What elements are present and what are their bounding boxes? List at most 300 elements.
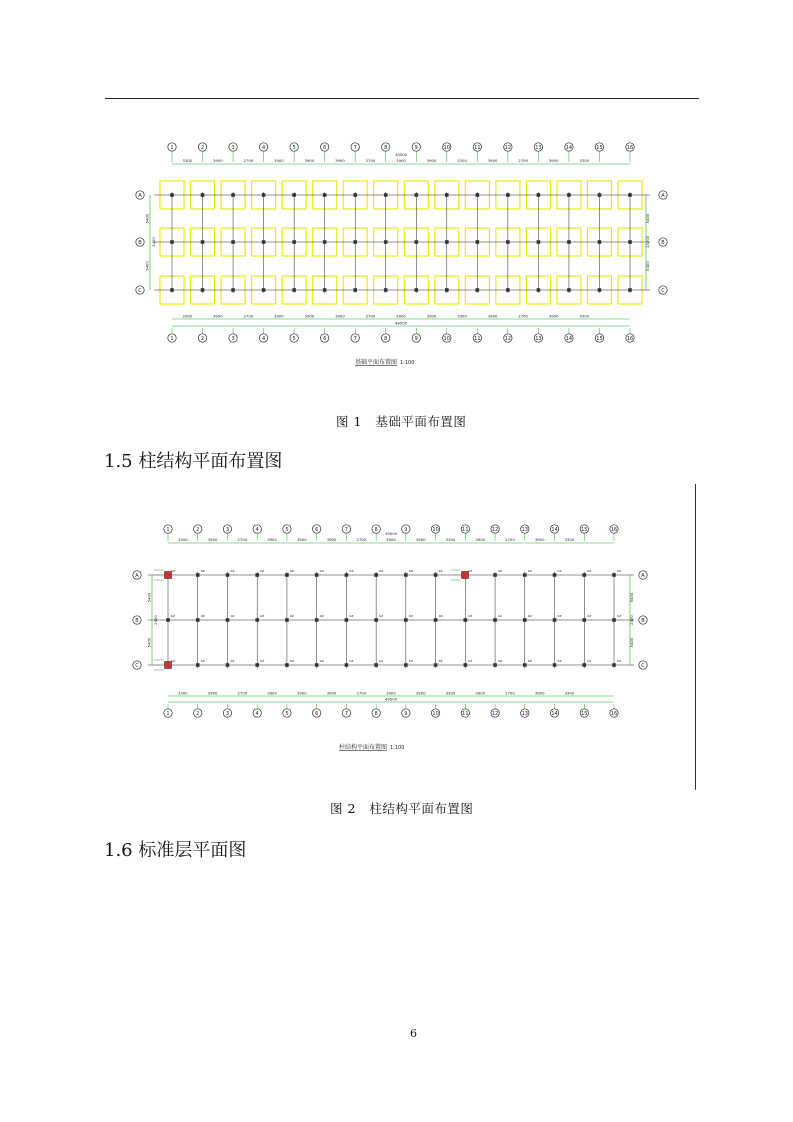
column-node (414, 240, 418, 244)
dimension-text-bottom: 3300 (182, 313, 193, 319)
axis-label: 15 (581, 527, 588, 533)
column-node (262, 288, 266, 292)
column-highlight-marker (165, 572, 172, 579)
axis-label: 16 (626, 336, 634, 342)
axis-label: 15 (596, 145, 603, 151)
margin-line (695, 484, 696, 790)
column-node (612, 573, 616, 577)
column-node (445, 288, 449, 292)
plan-scale: 1:100 (400, 360, 415, 366)
axis-label: 10 (443, 336, 450, 342)
column-node (493, 663, 497, 667)
dimension-text-top: 3900 (335, 158, 345, 163)
axis-label: 5 (285, 527, 289, 533)
column-node (537, 240, 541, 244)
axis-label: 14 (565, 336, 573, 342)
axis-label: 16 (626, 145, 634, 151)
column-node-label: KZ (171, 569, 176, 573)
dimension-text-top: 3900 (386, 537, 396, 542)
axis-label: 12 (491, 527, 499, 533)
dimension-text-bottom: 3900 (274, 313, 284, 319)
column-node (285, 618, 289, 622)
dimension-text-top: 3900 (212, 158, 223, 163)
dimension-text-top: 3900 (326, 537, 337, 542)
dimension-text-bottom: 3900 (335, 313, 345, 319)
dimension-text-top: 3900 (396, 158, 406, 163)
axis-label: 11 (462, 711, 469, 717)
dimension-text-top: 3900 (475, 537, 486, 542)
column-node-label: KZ (289, 659, 294, 663)
dimension-text-bottom: 2700 (356, 690, 367, 696)
dimension-text-bottom: 2700 (365, 313, 376, 319)
column-node (553, 618, 557, 622)
axis-label: C (135, 663, 139, 669)
axis-label: 1 (170, 145, 174, 151)
axis-label: 9 (414, 145, 418, 151)
column-node (445, 193, 449, 197)
column-node (285, 573, 289, 577)
column-node-label: KZ (468, 659, 473, 663)
figure-2-number: 图 2 (330, 801, 356, 816)
column-node-label: KZ (557, 569, 562, 573)
column-node-label: KZ (587, 614, 592, 618)
dimension-text-top: 2700 (356, 537, 367, 542)
dimension-text-left: 2400 (151, 237, 156, 247)
column-node (262, 193, 266, 197)
column-plan-drawing (130, 518, 660, 758)
column-node (170, 240, 174, 244)
dimension-text-top: 3900 (426, 158, 437, 163)
dimension-text-bottom: 3900 (267, 690, 277, 696)
column-node-label: KZ (527, 659, 532, 663)
column-node (612, 663, 616, 667)
dimension-text-top: 2700 (505, 537, 515, 542)
axis-label: 2 (196, 527, 200, 533)
column-node (404, 663, 408, 667)
column-node (567, 240, 571, 244)
dimension-text-left: 5400 (146, 637, 152, 648)
header-rule (105, 98, 699, 99)
dimension-text-top: 3900 (304, 158, 315, 163)
axis-label: A (138, 193, 142, 199)
dimension-text-top: 3900 (534, 537, 545, 542)
column-node (231, 193, 235, 197)
column-node (374, 663, 378, 667)
axis-label: 5 (292, 336, 296, 342)
axis-label: 10 (432, 527, 439, 533)
axis-label: 11 (474, 145, 481, 151)
column-node (523, 618, 527, 622)
column-node (262, 240, 266, 244)
column-node-label: KZ (527, 614, 532, 618)
dimension-text-top: 3900 (415, 537, 426, 542)
section-1-5-heading: 1.5 柱结构平面布置图 (104, 451, 283, 472)
column-node (445, 240, 449, 244)
column-node (201, 240, 205, 244)
column-node (255, 663, 259, 667)
column-node (170, 193, 174, 197)
column-node (537, 193, 541, 197)
column-node-label: KZ (319, 614, 324, 618)
column-node-label: KZ (408, 614, 413, 618)
column-node (434, 618, 438, 622)
axis-label: 12 (504, 145, 512, 151)
dimension-text-right: 13200 (645, 235, 650, 249)
column-node (384, 288, 388, 292)
plan-title: 柱结构平面布置图 (338, 744, 387, 751)
axis-label: 2 (200, 145, 205, 151)
axis-label: 4 (262, 336, 266, 342)
dimension-text-bottom: 3900 (212, 313, 223, 319)
column-node (323, 193, 327, 197)
dimension-text-top: 2700 (243, 158, 254, 163)
dimension-text-top: 2700 (518, 158, 528, 163)
column-node-label: KZ (230, 659, 235, 663)
column-node (196, 618, 200, 622)
column-node (598, 193, 602, 197)
dimension-text-right: 5400 (629, 637, 634, 648)
column-node-label: KZ (230, 569, 235, 573)
column-node-label: KZ (557, 659, 562, 663)
column-node (523, 573, 527, 577)
dimension-text-bottom: 3900 (426, 313, 437, 319)
column-node (567, 288, 571, 292)
column-node-label: KZ (171, 614, 176, 618)
dimension-text-top: 3300 (564, 537, 575, 542)
axis-label: 8 (374, 527, 378, 533)
dimension-text-right: 5400 (629, 592, 634, 603)
column-node-label: KZ (617, 569, 622, 573)
axis-label: 6 (315, 711, 319, 717)
total-length-bottom: 49500 (394, 320, 408, 326)
dimension-text-top: 2700 (365, 158, 376, 163)
dimension-text-bottom: 3900 (326, 690, 337, 696)
column-node (414, 288, 418, 292)
column-node (506, 240, 510, 244)
column-node (292, 240, 296, 244)
dimension-text-right: 2400 (629, 615, 634, 625)
dimension-text-top: 3900 (267, 537, 277, 542)
column-node (201, 193, 205, 197)
column-node-label: KZ (527, 569, 532, 573)
axis-label: 3 (225, 711, 230, 717)
column-node (434, 573, 438, 577)
axis-label: 8 (384, 145, 388, 151)
column-node (384, 240, 388, 244)
column-node (315, 618, 319, 622)
column-node-label: KZ (260, 659, 265, 663)
dimension-text-bottom: 3900 (386, 690, 396, 696)
axis-label: A (641, 573, 645, 579)
column-node-label: KZ (379, 659, 384, 663)
column-node (523, 663, 527, 667)
dimension-text-bottom: 3900 (475, 690, 486, 696)
axis-label: 15 (581, 711, 588, 717)
axis-label: 13 (521, 527, 528, 533)
figure-2-caption-text: 柱结构平面布置图 (369, 801, 474, 816)
dimension-text-bottom: 3900 (415, 690, 426, 696)
column-node (582, 618, 586, 622)
axis-label: 3 (231, 145, 235, 151)
column-node (582, 663, 586, 667)
dimension-text-left: 5400 (144, 213, 150, 224)
axis-label: 15 (596, 336, 603, 342)
column-node (493, 618, 497, 622)
column-node (464, 618, 468, 622)
axis-label: 1 (166, 527, 170, 533)
column-node (255, 618, 259, 622)
axis-label: B (135, 618, 139, 624)
axis-label: 6 (315, 527, 319, 533)
figure-2-caption (330, 799, 473, 817)
axis-label: 1 (166, 711, 170, 717)
column-node-label: KZ (498, 659, 503, 663)
column-node (226, 663, 230, 667)
column-node (414, 193, 418, 197)
figure-1-caption (336, 412, 466, 430)
column-node (612, 618, 616, 622)
column-node (231, 240, 235, 244)
column-node-label: KZ (379, 614, 384, 618)
column-node (434, 663, 438, 667)
axis-label: 7 (353, 145, 357, 151)
axis-label: 6 (323, 336, 327, 342)
dimension-text-top: 2700 (237, 537, 248, 542)
axis-label: 7 (353, 336, 357, 342)
dimension-text-right: 5400 (645, 261, 650, 271)
column-node (404, 618, 408, 622)
column-node (323, 240, 327, 244)
column-node-label: KZ (468, 614, 473, 618)
axis-label: A (135, 573, 139, 579)
dimension-text-left: 5400 (146, 592, 152, 603)
column-node (553, 663, 557, 667)
column-node (196, 663, 200, 667)
axis-label: 16 (610, 527, 618, 533)
column-node (476, 240, 480, 244)
column-node (315, 573, 319, 577)
plan-title: 基础平面布置图 (354, 359, 397, 366)
column-node-label: KZ (289, 569, 294, 573)
dimension-text-top: 3300 (457, 158, 467, 163)
column-node (196, 573, 200, 577)
column-node-label: KZ (260, 569, 265, 573)
column-node (345, 663, 349, 667)
dimension-text-bottom: 3300 (178, 690, 188, 696)
column-node (166, 618, 170, 622)
column-node (374, 573, 378, 577)
dimension-text-bottom: 3900 (548, 313, 559, 319)
axis-label: 2 (196, 711, 200, 717)
column-node-label: KZ (260, 614, 265, 618)
axis-label: C (661, 288, 665, 294)
column-node-label: KZ (349, 659, 354, 663)
axis-label: 16 (610, 711, 618, 717)
dimension-text-bottom: 3900 (487, 313, 498, 319)
column-node-label: KZ (557, 614, 562, 618)
column-node (285, 663, 289, 667)
axis-label: C (138, 288, 142, 294)
total-length-top: 49500 (384, 531, 398, 536)
column-node-label: KZ (408, 569, 413, 573)
column-node-label: KZ (319, 569, 324, 573)
dimension-text-bottom: 3900 (296, 690, 307, 696)
axis-label: 8 (384, 336, 388, 342)
dimension-text-bottom: 3900 (396, 313, 406, 319)
column-node-label: KZ (587, 659, 592, 663)
column-node (598, 240, 602, 244)
column-node (201, 288, 205, 292)
section-1-6-heading: 1.6 标准层平面图 (104, 840, 247, 861)
column-node (226, 618, 230, 622)
axis-label: 4 (255, 711, 259, 717)
dimension-text-top: 3900 (274, 158, 284, 163)
axis-label: 4 (255, 527, 259, 533)
column-highlight-marker (462, 572, 469, 579)
dimension-text-top: 3300 (579, 158, 590, 163)
dimension-text-top: 3300 (178, 537, 188, 542)
dimension-text-top: 3900 (487, 158, 498, 163)
axis-label: 3 (231, 336, 235, 342)
column-node (323, 288, 327, 292)
column-node (567, 193, 571, 197)
total-length-bottom: 49500 (384, 696, 398, 702)
axis-label: 7 (344, 527, 348, 533)
column-node (170, 288, 174, 292)
dimension-text-bottom: 2700 (243, 313, 254, 319)
column-node (345, 573, 349, 577)
column-node (315, 663, 319, 667)
dimension-text-left: 2400 (153, 615, 158, 625)
axis-label: 13 (535, 145, 542, 151)
column-node (493, 573, 497, 577)
column-highlight-marker (165, 662, 172, 669)
dimension-text-bottom: 2700 (518, 313, 528, 319)
dimension-text-bottom: 2700 (237, 690, 248, 696)
column-node (476, 288, 480, 292)
column-node (537, 288, 541, 292)
axis-label: 7 (344, 711, 348, 717)
column-node (628, 288, 632, 292)
axis-label: 13 (521, 711, 528, 717)
column-node-label: KZ (498, 569, 503, 573)
axis-label: A (661, 193, 665, 199)
axis-label: 3 (225, 527, 230, 533)
axis-label: 13 (535, 336, 542, 342)
dimension-text-bottom: 3300 (457, 313, 467, 319)
column-node (353, 240, 357, 244)
dimension-text-top: 3300 (182, 158, 193, 163)
figure-1-caption-text: 基础平面布置图 (375, 414, 467, 429)
column-node-label: KZ (587, 569, 592, 573)
dimension-text-bottom: 3300 (445, 690, 456, 696)
foundation-plan-drawing (130, 138, 690, 373)
axis-label: 12 (504, 336, 512, 342)
dimension-text-right: 5400 (645, 213, 650, 224)
column-node-label: KZ (498, 614, 503, 618)
axis-label: C (641, 663, 645, 669)
column-node (384, 193, 388, 197)
dimension-text-left: 5400 (144, 261, 150, 271)
axis-label: 10 (432, 711, 439, 717)
axis-label: 14 (551, 527, 558, 533)
column-node (292, 193, 296, 197)
column-node (476, 193, 480, 197)
column-node-label: KZ (200, 659, 205, 663)
axis-label: B (641, 618, 645, 624)
column-node-label: KZ (379, 569, 384, 573)
page-number: 6 (410, 1027, 417, 1040)
column-node (255, 573, 259, 577)
dimension-text-top: 3900 (207, 537, 218, 542)
column-node (231, 288, 235, 292)
axis-label: 11 (462, 527, 469, 533)
column-node-label: KZ (617, 659, 622, 663)
column-node-label: KZ (438, 569, 443, 573)
axis-label: 14 (551, 711, 558, 717)
column-node (404, 573, 408, 577)
column-node (345, 618, 349, 622)
plan-scale: 1:100 (390, 745, 405, 751)
dimension-text-bottom: 3900 (207, 690, 218, 696)
axis-label: 6 (323, 145, 327, 151)
total-length-top: 49500 (394, 152, 408, 157)
dimension-text-top: 3900 (296, 537, 307, 542)
column-node-label: KZ (438, 614, 443, 618)
axis-label: B (661, 240, 665, 246)
column-node (628, 240, 632, 244)
column-node (353, 288, 357, 292)
column-node (464, 663, 468, 667)
axis-label: 14 (565, 145, 573, 151)
column-node (598, 288, 602, 292)
column-node-label: KZ (319, 659, 324, 663)
column-node-label: KZ (200, 569, 205, 573)
axis-label: 10 (443, 145, 450, 151)
column-node (506, 288, 510, 292)
dimension-text-bottom: 3900 (304, 313, 315, 319)
column-node (582, 573, 586, 577)
dimension-text-bottom: 3900 (534, 690, 545, 696)
dimension-text-bottom: 3300 (579, 313, 590, 319)
column-node-label: KZ (468, 569, 473, 573)
axis-label: 9 (404, 527, 408, 533)
dimension-text-bottom: 2700 (505, 690, 515, 696)
column-node (506, 193, 510, 197)
column-node-label: KZ (289, 614, 294, 618)
column-node-label: KZ (438, 659, 443, 663)
dimension-text-top: 3300 (445, 537, 456, 542)
column-node (628, 193, 632, 197)
axis-label: B (138, 240, 142, 246)
axis-label: 5 (292, 145, 296, 151)
column-node-label: KZ (230, 614, 235, 618)
column-node (353, 193, 357, 197)
axis-label: 9 (414, 336, 418, 342)
axis-label: 4 (262, 145, 266, 151)
axis-label: 5 (285, 711, 289, 717)
axis-label: 12 (491, 711, 499, 717)
column-node (374, 618, 378, 622)
column-node-label: KZ (408, 659, 413, 663)
dimension-text-bottom: 3300 (564, 690, 575, 696)
column-node (553, 573, 557, 577)
column-node (226, 573, 230, 577)
column-node-label: KZ (200, 614, 205, 618)
figure-1-number: 图 1 (336, 414, 362, 429)
column-node-label: KZ (349, 569, 354, 573)
axis-label: 8 (374, 711, 378, 717)
